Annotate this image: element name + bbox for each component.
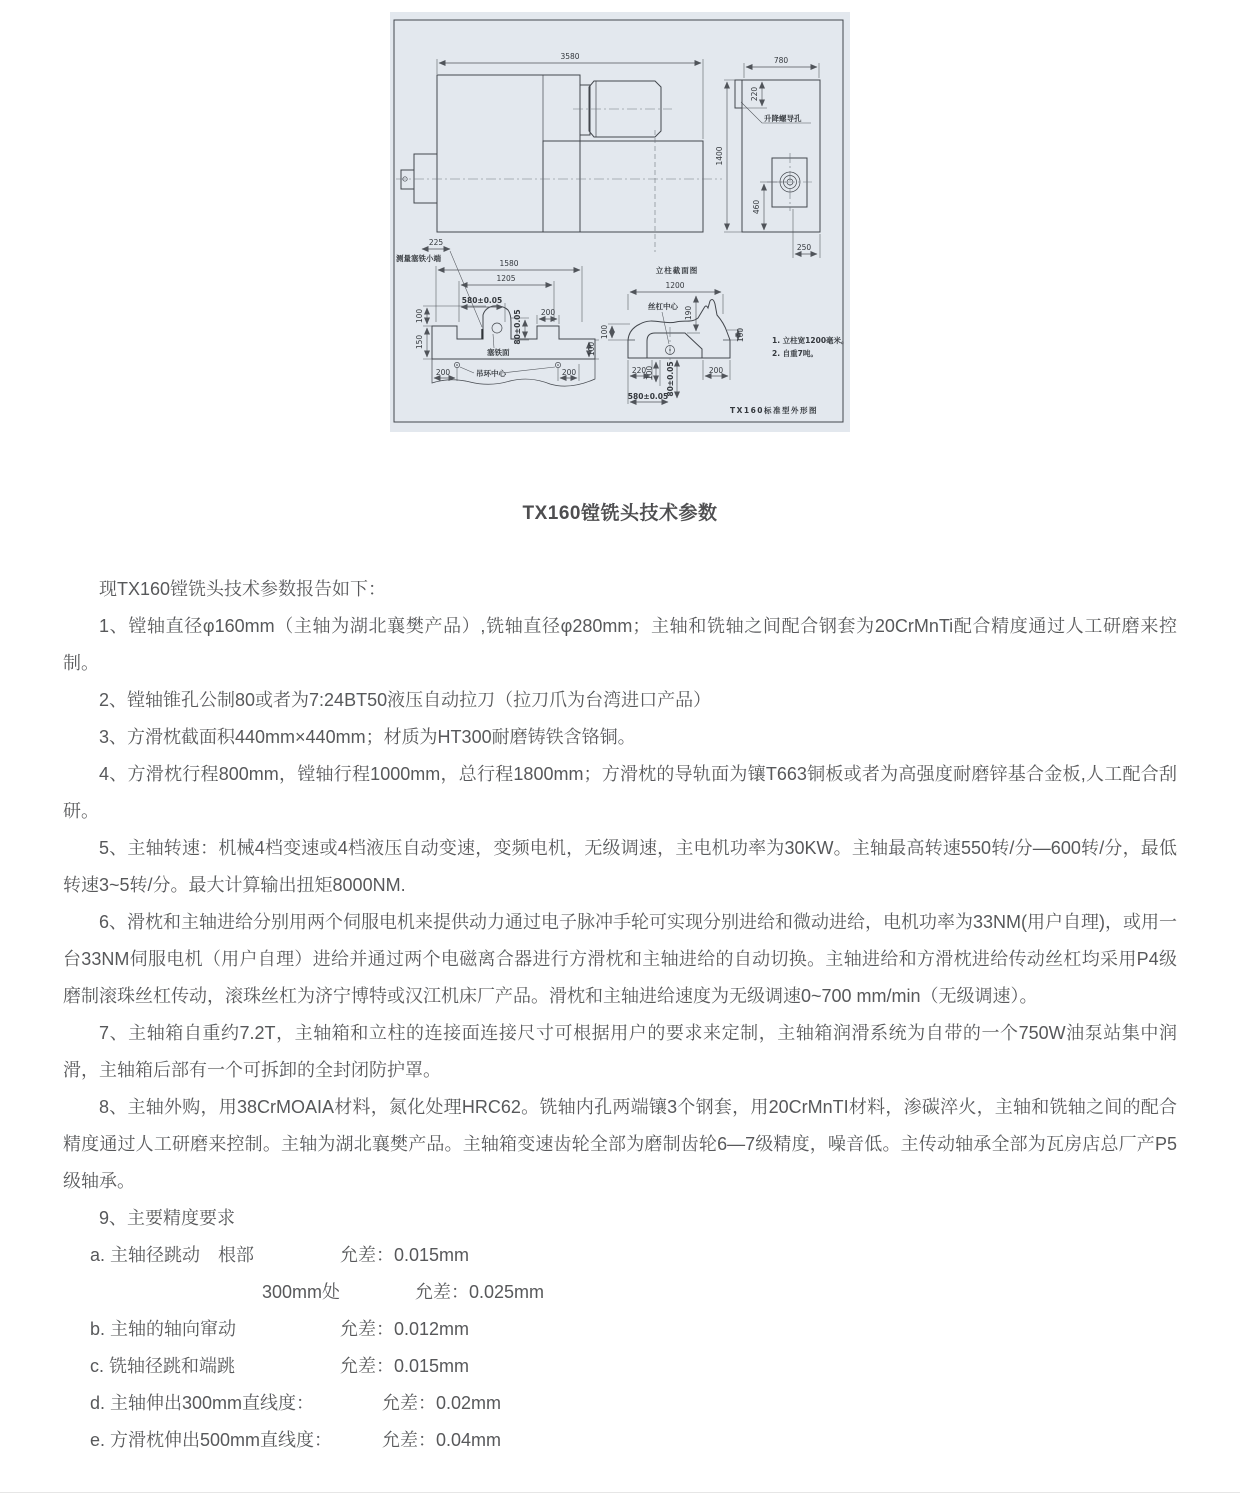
precision-tolerance: 允差：0.015mm	[340, 1245, 470, 1265]
drawing-figure	[0, 0, 1240, 432]
label-column-section: 立柱截面图	[655, 266, 699, 275]
page-title: TX160镗铣头技术参数	[522, 503, 718, 524]
precision-row-c	[63, 1348, 1177, 1385]
dim-3580: 3580	[560, 52, 580, 61]
dim-200-ram-bl: 200	[435, 368, 451, 377]
dim-100-ram-right: 100	[587, 341, 596, 357]
dim-100-col-bottom: 100	[645, 365, 654, 381]
dim-190: 190	[684, 305, 693, 321]
dim-220: 220	[750, 86, 759, 102]
dim-100-col-left: 100	[600, 324, 609, 340]
dim-220-col: 220	[631, 366, 647, 375]
dim-200-ram-top: 200	[540, 308, 556, 317]
label-screw-center: 丝杠中心	[648, 302, 678, 311]
precision-tolerance: 允差：0.012mm	[340, 1319, 470, 1339]
precision-row-b	[63, 1311, 1177, 1348]
note-2: 2. 自重7吨。	[772, 349, 818, 358]
dim-225: 225	[428, 238, 444, 247]
dim-1400: 1400	[715, 146, 724, 166]
dim-100-col-right: 100	[736, 327, 745, 343]
paragraph-6: 6、滑枕和主轴进给分别用两个伺服电机来提供动力通过电子脉冲手轮可实现分别进给和微动进给，电机功率为33NM(用户自理)，或用一台33NM伺服电机（用户自理）进给并通过两个电磁离合器进行方滑枕和主轴进给的自动切换。主轴进给和方滑枕进给传动丝杠均采用P4级磨制滚珠丝杠传动，滚珠丝杠为济宁博特或汉江机床厂产品。滑枕和主轴进给速度为无级调速0~700 mm/min（无级调速）。	[63, 912, 1178, 1006]
drawing-caption: TX160标准型外形图	[729, 406, 819, 415]
precision-label: c. 铣轴径跳和端跳	[90, 1356, 236, 1376]
label-gib-small-end: 测量塞铁小端	[396, 254, 441, 263]
precision-row-e	[63, 1422, 1177, 1459]
paragraph-3: 3、方滑枕截面积440mm×440mm；材质为HT300耐磨铸铁含铬铜。	[99, 727, 636, 747]
precision-label: a. 主轴径跳动 根部	[90, 1245, 255, 1265]
paragraph-4: 4、方滑枕行程800mm，镗轴行程1000mm，总行程1800mm；方滑枕的导轨面为镶T663铜板或者为高强度耐磨锌基合金板,人工配合刮研。	[63, 764, 1177, 821]
paragraph-7: 7、主轴箱自重约7.2T，主轴箱和立柱的连接面连接尺寸可根据用户的要求来定制，主轴箱润滑系统为自带的一个750W油泵站集中润滑，主轴箱后部有一个可拆卸的全封闭防护罩。	[63, 1023, 1177, 1080]
precision-tolerance: 允差：0.025mm	[415, 1282, 545, 1302]
document-body	[63, 571, 1177, 1459]
dim-100-ram-left: 100	[415, 308, 424, 324]
intro-paragraph: 现TX160镗铣头技术参数报告如下：	[99, 579, 387, 599]
label-gib-face: 塞铁面	[487, 348, 510, 357]
paragraph-8: 8、主轴外购，用38CrMOAIA材料，氮化处理HRC62。铣轴内孔两端镶3个钢套，用20CrMnTI材料，渗碳淬火，主轴和铣轴之间的配合精度通过人工研磨来控制。主轴为湖北襄樊产品。主轴箱变速齿轮全部为磨制齿轮6—7级精度，噪音低。主传动轴承全部为瓦房店总厂产P5级轴承。	[63, 1097, 1177, 1191]
outline-drawing-svg	[390, 12, 850, 432]
dim-200-col: 200	[708, 366, 724, 375]
dim-1580: 1580	[499, 259, 519, 268]
precision-label: 300mm处	[262, 1282, 341, 1302]
precision-label: b. 主轴的轴向窜动	[90, 1319, 237, 1339]
dim-80-col: 80±0.05	[666, 361, 675, 397]
paragraph-5: 5、主轴转速：机械4档变速或4档液压自动变速，变频电机，无级调速，主电机功率为30KW。主轴最高转速550转/分—600转/分，最低转速3~5转/分。最大计算输出扭矩8000NM.	[63, 838, 1177, 895]
precision-row-d	[63, 1385, 1177, 1422]
note-1: 1. 立柱宽1200毫米。	[772, 336, 849, 345]
dim-580-ram: 580±0.05	[461, 296, 503, 305]
precision-tolerance: 允差：0.04mm	[382, 1430, 502, 1450]
dim-1205: 1205	[496, 274, 516, 283]
dim-150-ram-left: 150	[415, 334, 424, 350]
precision-label: e. 方滑枕伸出500mm直线度：	[90, 1430, 333, 1450]
precision-tolerance: 允差：0.015mm	[340, 1356, 470, 1376]
precision-row-a2	[63, 1274, 1177, 1311]
precision-label: d. 主轴伸出300mm直线度：	[90, 1393, 315, 1413]
dim-80-ram: 80±0.05	[513, 309, 522, 345]
precision-row-a	[63, 1237, 1177, 1274]
dim-1200: 1200	[665, 281, 685, 290]
paragraph-9-heading: 9、主要精度要求	[99, 1208, 236, 1228]
dim-780: 780	[773, 56, 789, 65]
dim-580-col: 580±0.05	[627, 392, 669, 401]
paragraph-2: 2、镗轴锥孔公制80或者为7:24BT50液压自动拉刀（拉刀爪为台湾进口产品）	[99, 690, 712, 710]
dim-200-ram-br: 200	[561, 368, 577, 377]
dim-460: 460	[752, 199, 761, 215]
paragraph-1: 1、镗轴直径φ160mm（主轴为湖北襄樊产品）,铣轴直径φ280mm；主轴和铣轴之间配合钢套为20CrMnTi配合精度通过人工研磨来控制。	[63, 616, 1177, 673]
bottom-divider	[0, 1492, 1240, 1493]
dim-250: 250	[796, 243, 812, 252]
label-lift-screw-hole: 升降螺导孔	[764, 114, 802, 123]
label-ring-center: 吊环中心	[476, 369, 506, 378]
precision-tolerance: 允差：0.02mm	[382, 1393, 502, 1413]
